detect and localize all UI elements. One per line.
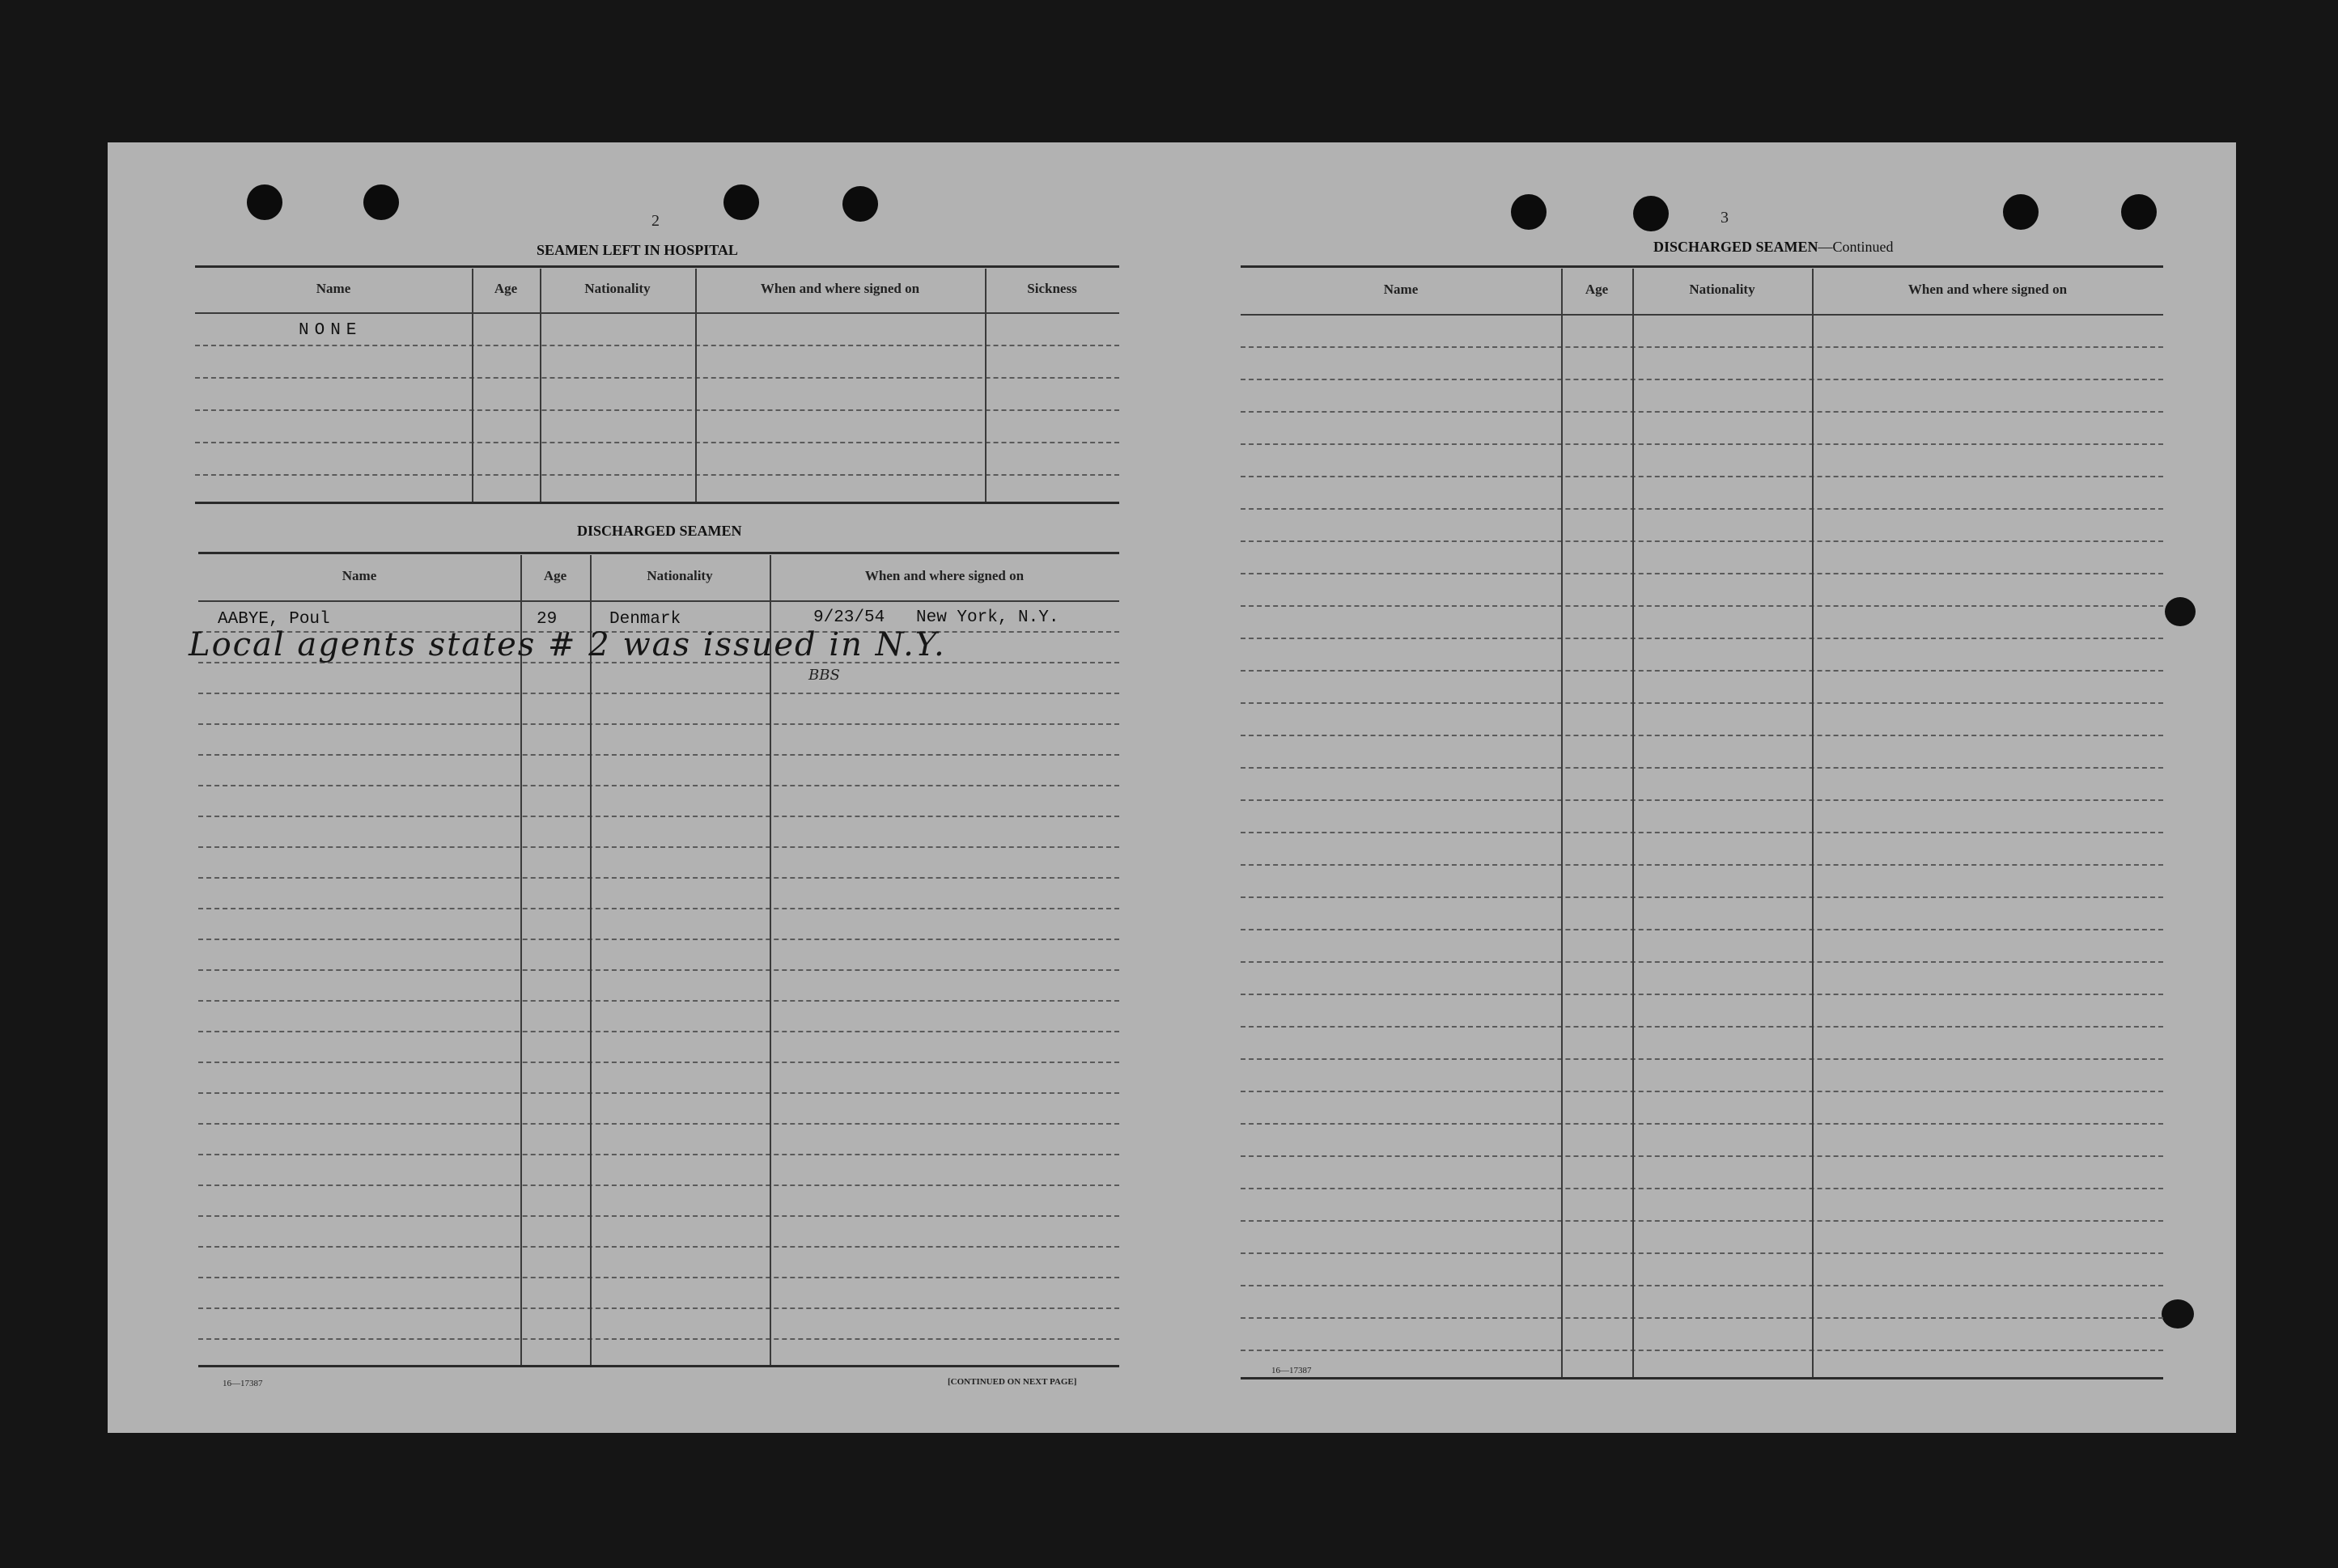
discharged-table — [189, 552, 1119, 1369]
left-page — [108, 142, 1176, 1433]
ink-smudge — [2162, 1299, 2194, 1329]
form-number: 16—17387 — [223, 1379, 263, 1388]
punch-hole — [363, 184, 399, 220]
seaman-nationality: Denmark — [609, 610, 681, 629]
signed-on-date: 9/23/54 — [813, 608, 885, 627]
document-sheet — [108, 142, 2236, 1433]
seaman-age: 29 — [537, 610, 558, 629]
punch-hole — [723, 184, 759, 220]
form-number: 16—17387 — [1271, 1366, 1312, 1375]
discharged-table-header — [198, 555, 1119, 597]
page-number: 2 — [651, 212, 660, 230]
continued-note: [CONTINUED ON NEXT PAGE] — [948, 1377, 1077, 1387]
page-number: 3 — [1721, 209, 1729, 227]
col-header-age: Age — [543, 568, 567, 583]
col-header-age: Age — [494, 281, 518, 296]
col-header-sickness: Sickness — [1027, 281, 1077, 296]
ink-smudge — [2165, 597, 2196, 626]
col-header-name: Name — [316, 281, 351, 296]
col-header-nationality: Nationality — [584, 281, 651, 296]
col-header-nationality: Nationality — [647, 568, 713, 583]
signed-on-place: New York, N.Y. — [916, 608, 1059, 627]
punch-hole — [1633, 196, 1669, 231]
handwritten-note: Local agents states # 2 was issued in N.Y. — [189, 626, 946, 663]
handwritten-initials: BBS — [808, 667, 840, 684]
hospital-table — [195, 265, 1119, 505]
col-header-name: Name — [342, 568, 377, 583]
section-title-hospital: SEAMEN LEFT IN HOSPITAL — [537, 242, 738, 258]
col-header-signed-on: When and where signed on — [864, 568, 1025, 583]
col-header-signed-on: When and where signed on — [1907, 282, 2068, 297]
col-header-nationality: Nationality — [1689, 282, 1755, 297]
punch-hole — [2003, 194, 2039, 230]
punch-hole — [842, 186, 878, 222]
discharged-continued-header — [1241, 269, 2163, 311]
col-header-age: Age — [1585, 282, 1609, 297]
punch-hole — [247, 184, 282, 220]
discharged-continued-table — [1241, 265, 2163, 1382]
section-title-discharged: DISCHARGED SEAMEN — [577, 523, 742, 539]
section-title-discharged-continued — [1653, 239, 1894, 256]
right-page — [1176, 142, 2236, 1433]
seaman-name: AABYE, Poul — [218, 610, 330, 629]
col-header-name: Name — [1383, 282, 1419, 297]
punch-hole — [2121, 194, 2157, 230]
hospital-none-entry: NONE — [299, 321, 363, 340]
section-title-suffix: —Continued — [1818, 239, 1894, 255]
hospital-table-header — [195, 269, 1119, 309]
section-title-text: DISCHARGED SEAMEN — [1653, 239, 1818, 255]
col-header-signed-on: When and where signed on — [760, 281, 920, 296]
punch-hole — [1511, 194, 1547, 230]
